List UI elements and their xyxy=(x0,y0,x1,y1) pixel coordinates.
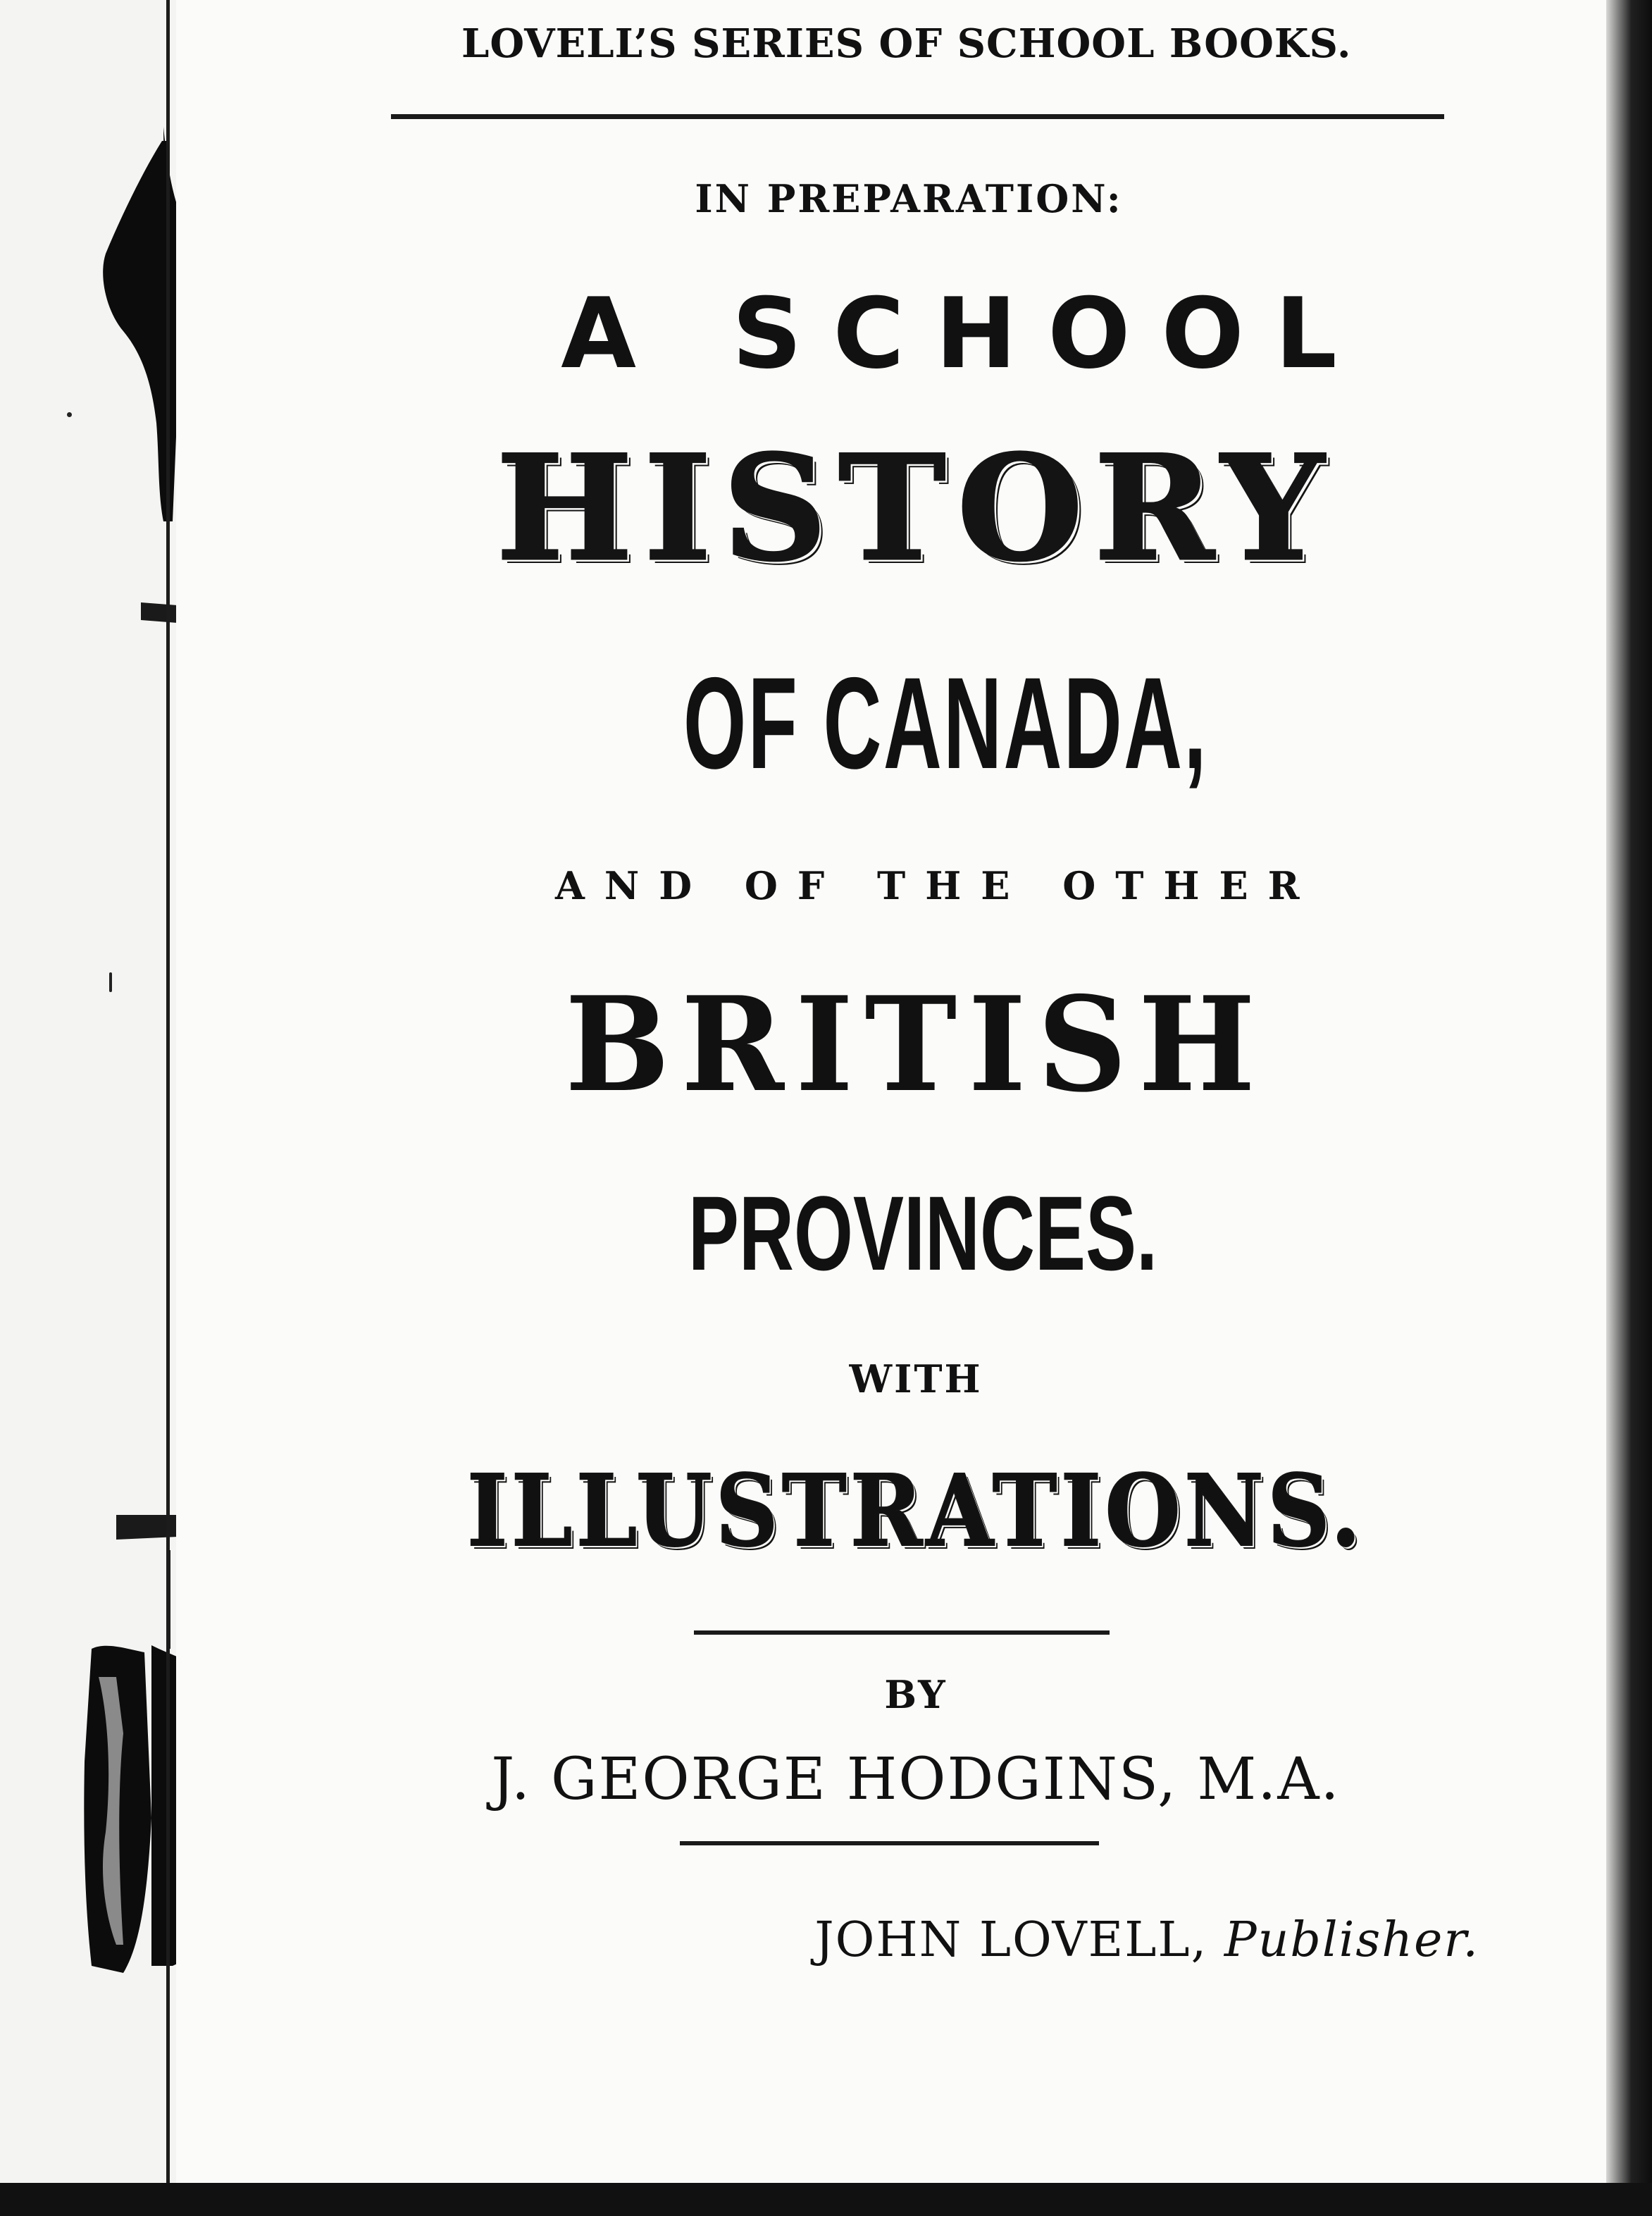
divider-rule-top xyxy=(694,1630,1110,1635)
header-rule xyxy=(391,114,1444,119)
series-header: LOVELL’S SERIES OF SCHOOL BOOKS. xyxy=(461,20,1352,67)
title-line-illustrations: ILLUSTRATIONS. xyxy=(466,1454,1365,1569)
title-line-with: WITH xyxy=(849,1356,983,1401)
title-line-of-canada: OF CANADA, xyxy=(683,651,1208,796)
page-edge-shadow xyxy=(1606,0,1652,2216)
title-line-and-of-the-other: AND OF THE OTHER xyxy=(555,863,1319,908)
author-name: J. GEORGE HODGINS, M.A. xyxy=(491,1746,1341,1813)
torn-binding-marks xyxy=(0,0,183,2216)
speck xyxy=(67,412,72,417)
speck xyxy=(109,972,112,992)
divider-rule-bottom xyxy=(680,1841,1099,1845)
by-label: BY xyxy=(884,1672,948,1717)
binding-line xyxy=(166,0,170,2184)
title-line-history: HISTORY xyxy=(496,424,1336,593)
title-line-provinces: PROVINCES. xyxy=(688,1174,1158,1292)
scan-bottom-edge xyxy=(0,2183,1652,2216)
publisher-name: JOHN LOVELL, xyxy=(814,1912,1208,1968)
publisher-line xyxy=(775,1912,1508,1968)
announcement: IN PREPARATION: xyxy=(695,176,1123,221)
title-line-a-school: A SCHOOL xyxy=(561,277,1368,390)
publisher-role: Publisher. xyxy=(1224,1912,1479,1968)
title-line-british: BRITISH xyxy=(564,967,1267,1122)
